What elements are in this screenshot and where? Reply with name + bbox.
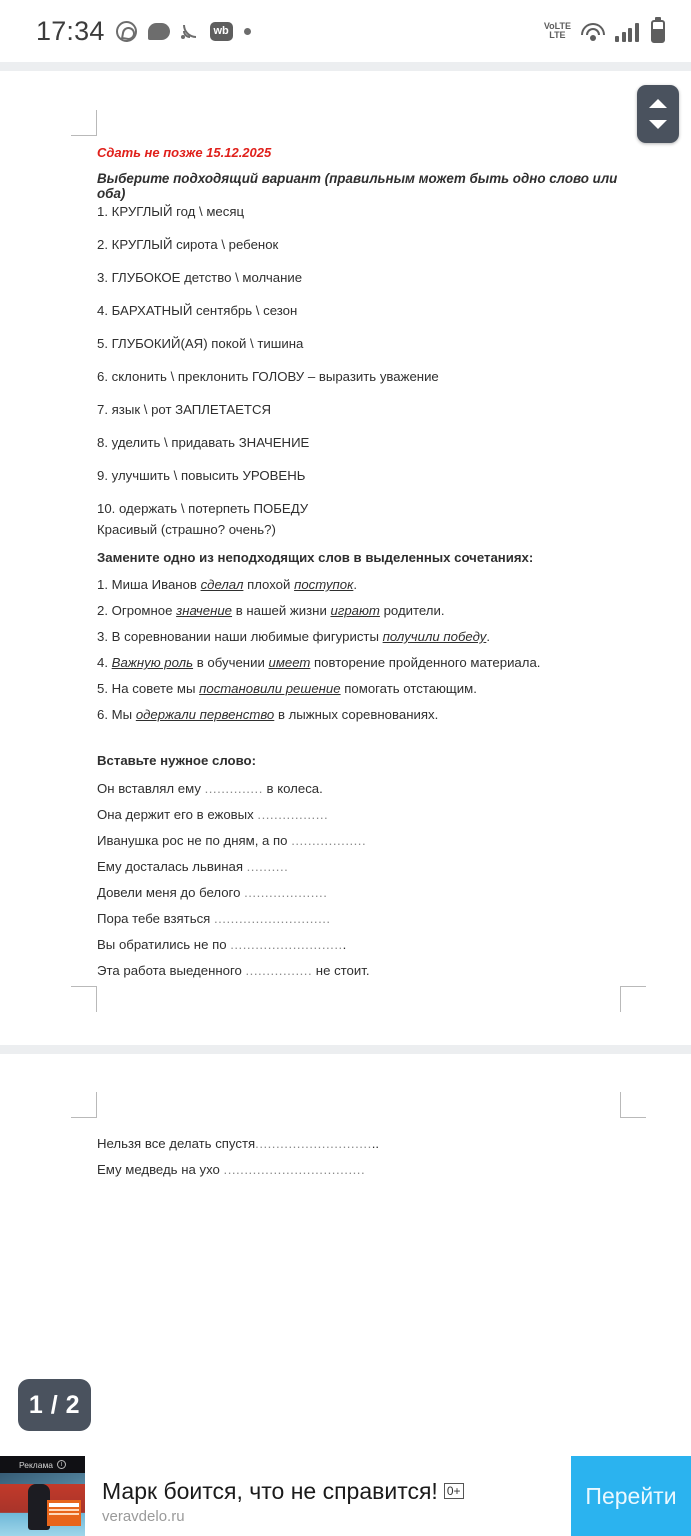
- fill-item: [97, 780, 323, 798]
- ad-thumbnail-poster: [47, 1500, 81, 1526]
- choice-item: 8. уделить \ придавать ЗНАЧЕНИЕ: [97, 435, 310, 450]
- replace-item: [97, 680, 477, 698]
- volte-line-1: VoLTE: [543, 21, 571, 31]
- replace-item-emph: получили победу: [382, 629, 487, 644]
- fill-item-before: Пора тебе взяться: [97, 911, 214, 926]
- replace-item-num: 3.: [97, 629, 112, 644]
- status-bar-left: [36, 16, 251, 47]
- replace-item: [97, 576, 357, 594]
- fill-item-before: Она держит его в ежовых: [97, 807, 258, 822]
- crop-mark-page2-top-left: [71, 1092, 97, 1118]
- replace-item-emph: постановили решение: [199, 681, 341, 696]
- document-viewer[interactable]: [0, 62, 691, 1456]
- fill-item-blank: ..................: [291, 833, 367, 848]
- fill-item-blank: ..........: [246, 859, 289, 874]
- replace-item-num: 1.: [97, 577, 112, 592]
- fill-item-before: Вы обратились не по: [97, 937, 231, 952]
- rss-icon: [181, 23, 199, 39]
- fill-item-before: Эта работа выеденного: [97, 963, 246, 978]
- battery-icon: [651, 20, 665, 43]
- choice-item: 5. ГЛУБОКИЙ(АЯ) покой \ тишина: [97, 336, 304, 351]
- replace-item-emph: одержали первенство: [135, 707, 275, 722]
- replace-item: [97, 654, 540, 672]
- fill-item-after: в колеса.: [262, 781, 323, 796]
- fill-item-before: Ему досталась львиная: [97, 859, 247, 874]
- replace-item: [97, 628, 490, 646]
- fill-item-blank: ...........................: [230, 937, 343, 952]
- choice-item: 4. БАРХАТНЫЙ сентябрь \ сезон: [97, 303, 298, 318]
- ad-cta-button[interactable]: Перейти: [571, 1456, 691, 1536]
- info-icon[interactable]: i: [57, 1460, 66, 1469]
- fill-item-blank: ............................: [255, 1136, 372, 1151]
- replace-item-part: в обучении: [193, 655, 269, 670]
- chat-icon: [148, 23, 170, 40]
- crop-mark-page2-top-right: [620, 1092, 646, 1118]
- replace-item-part: в лыжных соревнованиях.: [274, 707, 439, 722]
- replace-item-part: повторение пройденного материала.: [310, 655, 541, 670]
- ad-url: veravdelo.ru: [102, 1507, 185, 1525]
- fill-item-after: не стоит.: [312, 963, 370, 978]
- page2-fill-item: [97, 1135, 379, 1153]
- fill-item-before: Иванушка рос не по дням, а по: [97, 833, 292, 848]
- replace-item-emph: сделал: [200, 577, 244, 592]
- dot-icon: [244, 28, 251, 35]
- heading-choose-variant: Выберите подходящий вариант (правильным может быть одно слово или оба): [97, 171, 618, 201]
- signal-icon: [615, 21, 642, 42]
- crop-mark-top-left: [71, 110, 97, 136]
- fill-item-blank: ..............: [204, 781, 263, 796]
- crop-mark-bottom-right: [620, 986, 646, 1012]
- replace-item-emph: значение: [176, 603, 233, 618]
- wifi-icon: [580, 22, 606, 41]
- replace-item-num: 5.: [97, 681, 112, 696]
- ad-banner[interactable]: [0, 1456, 691, 1536]
- ad-title-row: [102, 1478, 561, 1505]
- choice-item: 6. склонить \ преклонить ГОЛОВУ – выразить уважение: [97, 369, 439, 384]
- note-text: Красивый (страшно? очень?): [97, 522, 276, 537]
- replace-item: [97, 706, 438, 724]
- fill-item-blank: .................: [257, 807, 329, 822]
- fill-item: [97, 832, 366, 850]
- crop-mark-bottom-left: [71, 986, 97, 1012]
- replace-item-emph: играют: [330, 603, 380, 618]
- choice-item: 9. улучшить \ повысить УРОВЕНЬ: [97, 468, 306, 483]
- ad-sponsor-text: Реклама: [18, 1459, 54, 1470]
- deadline-text: Сдать не позже 15.12.2025: [97, 145, 272, 160]
- ad-age-rating: 0+: [444, 1483, 464, 1499]
- fill-item-blank: ....................: [244, 885, 328, 900]
- heading-insert-word: Вставьте нужное слово:: [97, 753, 256, 768]
- whatsapp-icon: [116, 21, 137, 42]
- fill-item-before: Он вставлял ему: [97, 781, 205, 796]
- page2-fill-item: [97, 1161, 365, 1179]
- triangle-up-icon[interactable]: [649, 99, 667, 108]
- choice-item: 10. одержать \ потерпеть ПОБЕДУ: [97, 501, 309, 516]
- replace-item-part: в нашей жизни: [232, 603, 331, 618]
- fill-item: [97, 806, 328, 824]
- fill-item-blank: ................: [245, 963, 313, 978]
- replace-item-part: помогать отстающим.: [340, 681, 477, 696]
- scroll-thumb[interactable]: [637, 85, 679, 143]
- fill-item: [97, 936, 346, 954]
- replace-item-emph: имеет: [268, 655, 311, 670]
- replace-item-num: 6.: [97, 707, 112, 722]
- replace-item-part: В соревновании наши любимые фигуристы: [111, 629, 383, 644]
- replace-item-part: плохой: [243, 577, 295, 592]
- ad-title: Марк боится, что не справится!: [102, 1477, 438, 1504]
- choice-item: 2. КРУГЛЫЙ сирота \ ребенок: [97, 237, 279, 252]
- volte-icon: [544, 22, 571, 40]
- page-indicator[interactable]: 1 / 2: [18, 1379, 91, 1431]
- replace-item-emph: поступок: [294, 577, 354, 592]
- fill-item-after: ..: [371, 1136, 380, 1151]
- wb-icon: wb: [210, 22, 233, 41]
- replace-item-part: Огромное: [111, 603, 177, 618]
- status-bar-right: [544, 20, 665, 43]
- fill-item-blank: ..................................: [223, 1162, 366, 1177]
- viewer-top-divider: [0, 62, 691, 71]
- replace-item-num: 4.: [97, 655, 112, 670]
- fill-item: [97, 884, 327, 902]
- fill-item-before: Довели меня до белого: [97, 885, 245, 900]
- replace-item-part: Мы: [111, 707, 136, 722]
- fill-item: [97, 910, 331, 928]
- replace-item-part: родители.: [379, 603, 445, 618]
- replace-item-num: 2.: [97, 603, 112, 618]
- fill-item: [97, 962, 370, 980]
- replace-item-part: .: [353, 577, 358, 592]
- status-bar: [0, 0, 691, 62]
- volte-line-2: LTE: [549, 30, 566, 40]
- replace-item: [97, 602, 445, 620]
- fill-item-before: Ему медведь на ухо: [97, 1162, 224, 1177]
- choice-item: 3. ГЛУБОКОЕ детство \ молчание: [97, 270, 303, 285]
- fill-item-after: .: [342, 937, 347, 952]
- fill-item: [97, 858, 288, 876]
- page-separator: [0, 1045, 691, 1054]
- ad-thumbnail[interactable]: [0, 1456, 85, 1536]
- choice-item: 1. КРУГЛЫЙ год \ месяц: [97, 204, 245, 219]
- fill-item-blank: ............................: [213, 911, 331, 926]
- heading-replace-words: Замените одно из неподходящих слов в выделенных сочетаниях:: [97, 550, 534, 565]
- replace-item-part: Миша Иванов: [111, 577, 201, 592]
- triangle-down-icon[interactable]: [649, 120, 667, 129]
- replace-item-part: На совете мы: [111, 681, 200, 696]
- status-bar-clock: 17:34: [36, 15, 105, 46]
- ad-body[interactable]: [85, 1456, 571, 1536]
- replace-item-emph: Важную роль: [111, 655, 194, 670]
- ad-sponsor-label: [0, 1456, 85, 1473]
- replace-item-part: .: [486, 629, 490, 644]
- choice-item: 7. язык \ рот ЗАПЛЕТАЕТСЯ: [97, 402, 272, 417]
- fill-item-before: Нельзя все делать спустя: [97, 1136, 256, 1151]
